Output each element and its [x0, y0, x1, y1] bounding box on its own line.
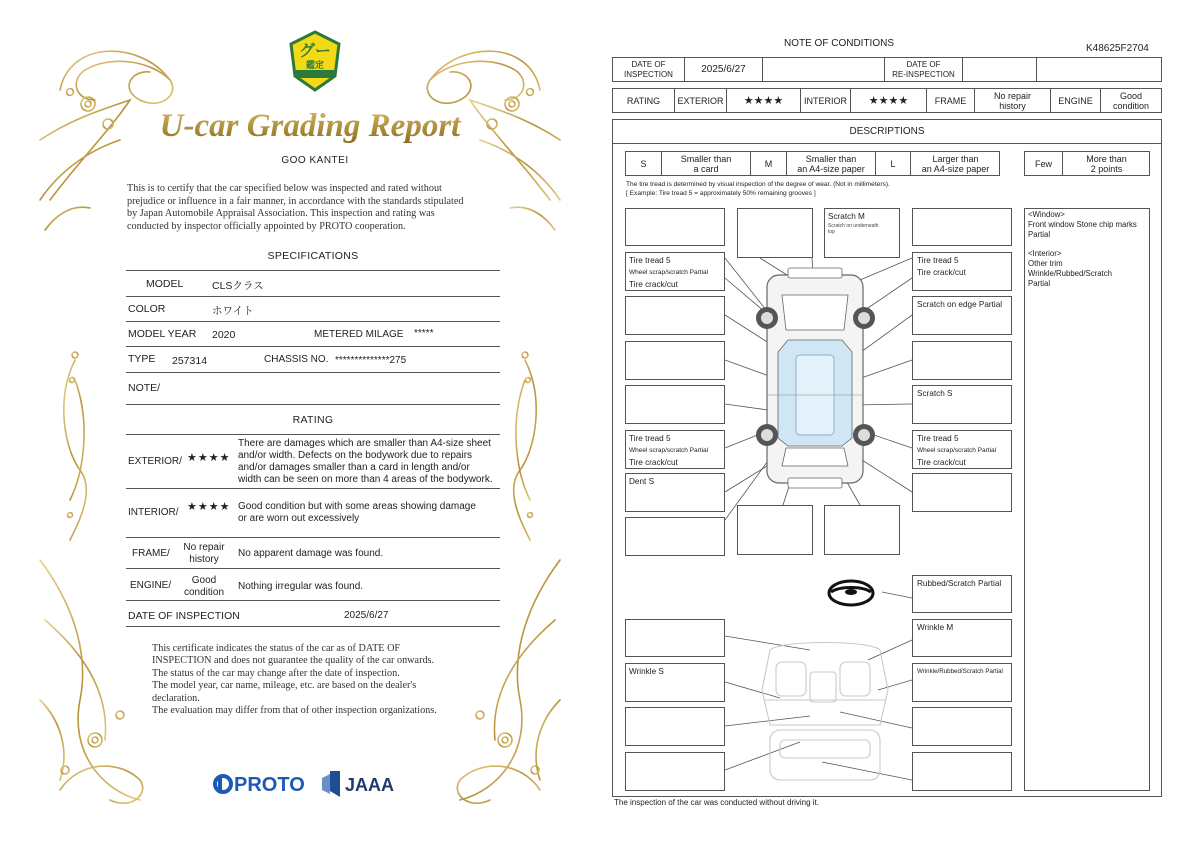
legend-l: L — [890, 159, 896, 169]
note-of-conditions-sheet — [600, 0, 1200, 848]
callout-box — [824, 505, 900, 555]
frame-description: No apparent damage was found. — [238, 548, 384, 559]
note-label: NOTE/ — [128, 382, 161, 394]
callout-wrinkle-rubbed-scratch: Wrinkle/Rubbed/Scratch Partial — [912, 663, 1012, 702]
jaaa-logo-icon — [322, 771, 394, 797]
svg-text:鑑定: 鑑定 — [305, 61, 325, 71]
legend-m: M — [764, 159, 773, 169]
engine-value: Good condition — [183, 575, 225, 598]
interior-stars: ★★★★ — [187, 501, 231, 513]
callout-box — [912, 752, 1012, 791]
callout-wrinkle-m: Wrinkle M — [912, 619, 1012, 657]
goo-kantei-badge-icon — [287, 30, 343, 92]
frame-label: FRAME — [934, 96, 967, 106]
callout-box — [625, 619, 725, 657]
callout-box — [625, 385, 725, 424]
car-top-view-icon — [756, 268, 875, 488]
rating-title: RATING — [292, 414, 334, 426]
type-label: TYPE — [128, 353, 156, 365]
mileage-label: METERED MILAGE — [314, 329, 404, 340]
legend-l-desc: Larger than an A4-size paper — [921, 154, 990, 174]
callout-wrinkle-s: Wrinkle S — [625, 663, 725, 702]
interior-label: INTERIOR/ — [128, 507, 179, 518]
legend-few-desc: More than 2 points — [1086, 154, 1127, 174]
frame-value: No repair history — [993, 91, 1031, 111]
exterior-stars: ★★★★ — [743, 95, 784, 107]
inspection-footer-note: The inspection of the car was conducted without driving it. — [614, 798, 819, 807]
interior-label: INTERIOR — [803, 96, 847, 106]
descriptions-title: DESCRIPTIONS — [849, 126, 925, 137]
callout-front-left-tire: Tire tread 5 Wheel scrap/scratch Partial Tire crack/cut — [625, 252, 725, 291]
brand-subtitle: GOO KANTEI — [281, 155, 349, 166]
svg-text:グー: グー — [298, 41, 332, 60]
exterior-stars: ★★★★ — [187, 452, 231, 464]
callout-box — [912, 473, 1012, 512]
engine-description: Nothing irregular was found. — [238, 581, 364, 592]
callout-rear-left-tire: Tire tread 5 Wheel scrap/scratch Partial Tire crack/cut — [625, 430, 725, 469]
interior-description: Good condition but with some areas showing damage or are worn out excessively — [238, 501, 476, 524]
certificate-disclaimer: This certificate indicates the status of the car as of DATE OF INSPECTION and does not guarantee the quality of the car onwards. The status of the car may change after the date of inspection. The model year, car name, mileage, etc. are based on the dealer's declaration. The evaluation may differ from that of other inspection organizations. — [152, 643, 437, 717]
callout-front-right-tire: Tire tread 5 Tire crack/cut — [912, 252, 1012, 291]
inspection-date-label: DATE OF INSPECTION — [624, 60, 673, 79]
exterior-label: EXTERIOR/ — [128, 456, 182, 467]
specifications-title: SPECIFICATIONS — [267, 250, 359, 262]
legend-few: Few — [1034, 159, 1052, 169]
document-id: K48625F2704 — [1086, 43, 1149, 54]
legend-m-desc: Smaller than an A4-size paper — [797, 154, 865, 174]
callout-rear-right-tire: Tire tread 5 Wheel scrap/scratch Partial Tire crack/cut — [912, 430, 1012, 469]
proto-jaaa-logos — [212, 768, 412, 800]
svg-text:PROTO: PROTO — [234, 774, 305, 796]
frame-label: FRAME/ — [132, 548, 170, 559]
callout-box — [625, 208, 725, 246]
frame-value: No repair history — [183, 542, 225, 565]
exterior-description: There are damages which are smaller than A4-size sheet and/or width. Defects on the bodywork due to repairs and/or damages smaller than a card in length and/or width can be seen on more than 4 areas of the bodywork. — [238, 438, 493, 485]
callout-rubbed-scratch: Rubbed/Scratch Partial — [912, 575, 1012, 613]
certification-statement: This is to certify that the car specified below was inspected and rated without prejudice or influence in a fair manner, in accordance with the standards stipulated by Japan Automobile Appraisal Association. This inspection and rating was conducted by inspector officially appointed by PROTO cooperation. — [127, 183, 464, 232]
interior-stars: ★★★★ — [868, 95, 909, 107]
callout-box — [625, 341, 725, 380]
condition-side-notes: <Window> Front window Stone chip marks Partial <Interior> Other trim Wrinkle/Rubbed/Scratch Partial — [1028, 210, 1137, 288]
model-year-value: 2020 — [212, 329, 236, 341]
callout-box — [625, 517, 725, 556]
model-value: CLSクラス — [212, 280, 264, 292]
color-label: COLOR — [128, 303, 166, 315]
callout-box — [737, 505, 813, 555]
legend-s-desc: Smaller than a card — [680, 154, 732, 174]
callout-box — [912, 341, 1012, 380]
rating-label: RATING — [626, 96, 661, 106]
inspection-date-label: DATE OF INSPECTION — [128, 610, 240, 622]
color-value: ホワイト — [212, 305, 254, 317]
callout-box — [625, 296, 725, 335]
callout-box — [737, 208, 813, 258]
callout-scratch-s: Scratch S — [912, 385, 1012, 424]
engine-value: Good condition — [1112, 91, 1150, 111]
callout-scratch-edge: Scratch on edge Partial — [912, 296, 1012, 335]
callout-dent: Dent S — [625, 473, 725, 512]
callout-box — [912, 208, 1012, 246]
callout-scratch-m: Scratch M Scratch on underneath top — [824, 208, 900, 258]
engine-label: ENGINE — [1058, 96, 1093, 106]
callout-box — [912, 707, 1012, 746]
callout-box — [625, 752, 725, 791]
callout-box — [625, 707, 725, 746]
model-year-label: MODEL YEAR — [128, 328, 197, 340]
car-interior-view-icon — [762, 643, 888, 781]
report-title — [140, 98, 480, 154]
chassis-label: CHASSIS NO. — [264, 354, 329, 365]
legend-s: S — [640, 159, 647, 169]
reinspection-date-label: DATE OF RE-INSPECTION — [892, 60, 955, 79]
engine-label: ENGINE/ — [130, 580, 172, 591]
model-label: MODEL — [146, 278, 184, 290]
conditions-title: NOTE OF CONDITIONS — [784, 38, 894, 49]
exterior-label: EXTERIOR — [677, 96, 724, 106]
mileage-value: ***** — [414, 328, 434, 339]
inspection-date-value: 2025/6/27 — [701, 64, 746, 75]
proto-logo-icon — [215, 774, 305, 796]
svg-text:U-car Grading Report: U-car Grading Report — [159, 108, 461, 144]
inspection-date-value: 2025/6/27 — [344, 610, 389, 621]
tire-tread-note: The tire tread is determined by visual inspection of the degree of wear. (Not in millimeters). [ Example: Tire tread 5 = approximately 50% remaining grooves ] — [626, 181, 890, 197]
type-value: 257314 — [172, 355, 208, 367]
svg-text:JAAA: JAAA — [345, 775, 395, 795]
chassis-value: **************275 — [335, 355, 407, 366]
steering-wheel-icon — [829, 581, 873, 605]
